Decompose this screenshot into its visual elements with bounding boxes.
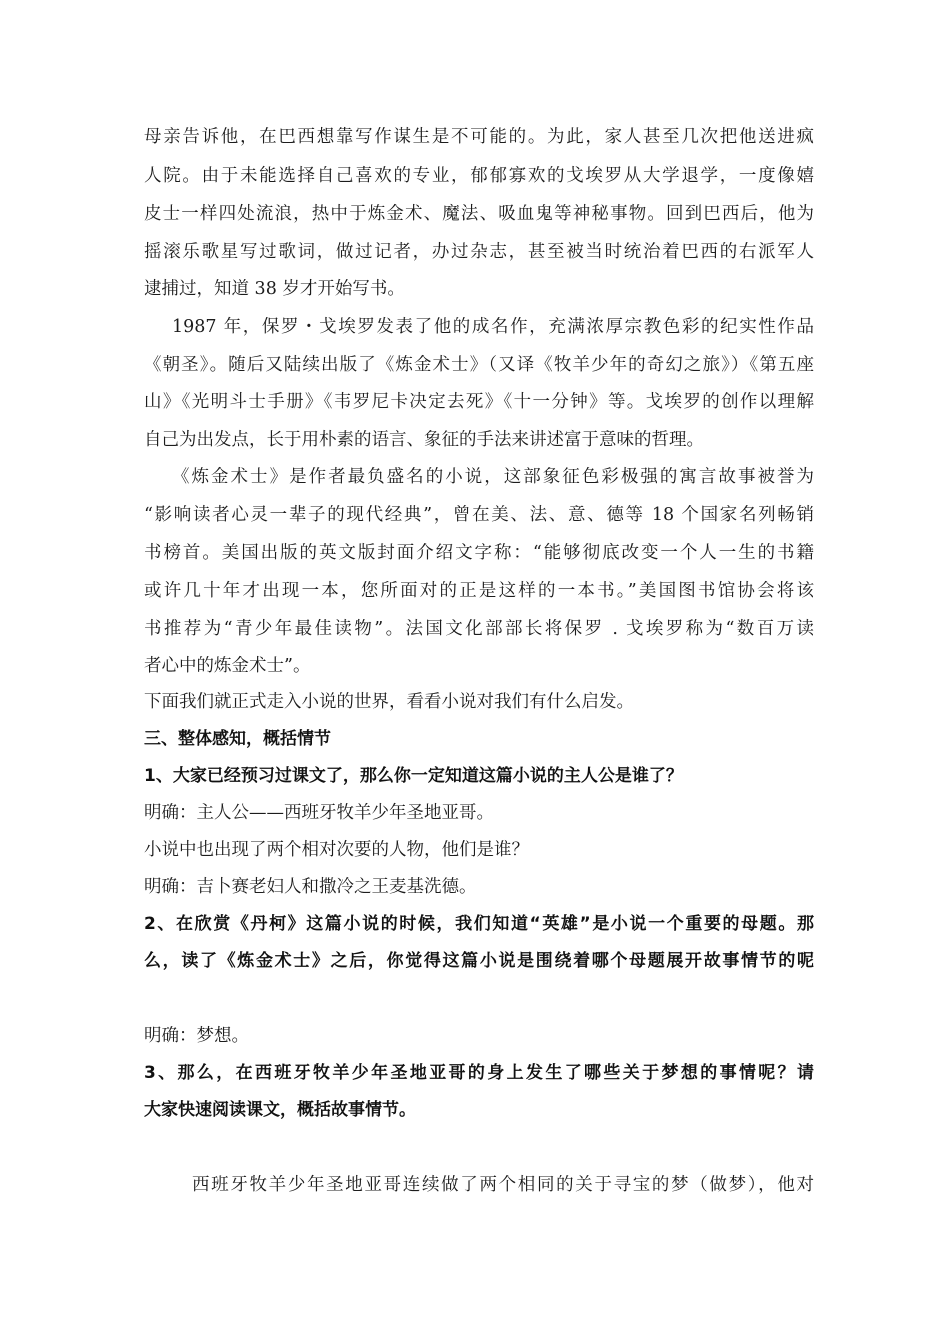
- paragraph-line: “影响读者心灵一辈子的现代经典”，曾在美、法、意、德等 18 个国家名列畅销: [144, 505, 814, 525]
- paragraph-line: 自己为出发点，长于用朴素的语言、象征的手法来讲述富于意味的哲理。: [144, 430, 704, 450]
- paragraph-line: 下面我们就正式走入小说的世界，看看小说对我们有什么启发。: [144, 692, 634, 712]
- paragraph-line: 1987 年，保罗・戈埃罗发表了他的成名作，充满浓厚宗教色彩的纪实性作品: [172, 317, 814, 337]
- paragraph-line: 或许几十年才出现一本，您所面对的正是这样的一本书。”美国图书馆协会将该: [144, 581, 814, 601]
- question-1b: 小说中也出现了两个相对次要的人物，他们是谁？: [144, 840, 529, 860]
- question-2-line: 2、在欣赏《丹柯》这篇小说的时候，我们知道“英雄”是小说一个重要的母题。那: [144, 914, 814, 934]
- paragraph-line: 书推荐为“青少年最佳读物”。法国文化部部长将保罗 . 戈埃罗称为“数百万读: [144, 619, 814, 639]
- answer-2: 明确：梦想。: [144, 1026, 249, 1046]
- paragraph-line: 《朝圣》。随后又陆续出版了《炼金术士》（又译《牧羊少年的奇幻之旅》）《第五座: [144, 355, 814, 375]
- paragraph-line: 皮士一样四处流浪，热中于炼金术、魔法、吸血鬼等神秘事物。回到巴西后，他为: [144, 204, 814, 224]
- answer-1b: 明确：吉卜赛老妇人和撒冷之王麦基洗德。: [144, 877, 477, 897]
- question-3-line: 大家快速阅读课文，概括故事情节。: [144, 1100, 416, 1120]
- paragraph-line: 逮捕过，知道 38 岁才开始写书。: [144, 279, 405, 299]
- paragraph-line: 人院。由于未能选择自己喜欢的专业，郁郁寡欢的戈埃罗从大学退学，一度像嬉: [144, 166, 814, 186]
- paragraph-line: 西班牙牧羊少年圣地亚哥连续做了两个相同的关于寻宝的梦（做梦），他对: [192, 1175, 814, 1195]
- section-heading: 三、整体感知，概括情节: [144, 729, 331, 749]
- paragraph-line: 母亲告诉他，在巴西想靠写作谋生是不可能的。为此，家人甚至几次把他送进疯: [144, 127, 814, 147]
- answer-1: 明确：主人公——西班牙牧羊少年圣地亚哥。: [144, 803, 494, 823]
- question-2-line: 么，读了《炼金术士》之后，你觉得这篇小说是围绕着哪个母题展开故事情节的呢: [144, 951, 814, 971]
- question-3-line: 3、那么，在西班牙牧羊少年圣地亚哥的身上发生了哪些关于梦想的事情呢？请: [144, 1063, 814, 1083]
- question-1: 1、大家已经预习过课文了，那么你一定知道这篇小说的主人公是谁了？: [144, 766, 683, 786]
- paragraph-line: 《炼金术士》是作者最负盛名的小说，这部象征色彩极强的寓言故事被誉为: [172, 467, 814, 487]
- paragraph-line: 山》《光明斗士手册》《韦罗尼卡决定去死》《十一分钟》等。戈埃罗的创作以理解: [144, 392, 814, 412]
- paragraph-line: 者心中的炼金术士”。: [144, 656, 311, 676]
- paragraph-line: 摇滚乐歌星写过歌词，做过记者，办过杂志，甚至被当时统治着巴西的右派军人: [144, 242, 814, 262]
- paragraph-line: 书榜首。美国出版的英文版封面介绍文字称：“能够彻底改变一个人一生的书籍: [144, 543, 814, 563]
